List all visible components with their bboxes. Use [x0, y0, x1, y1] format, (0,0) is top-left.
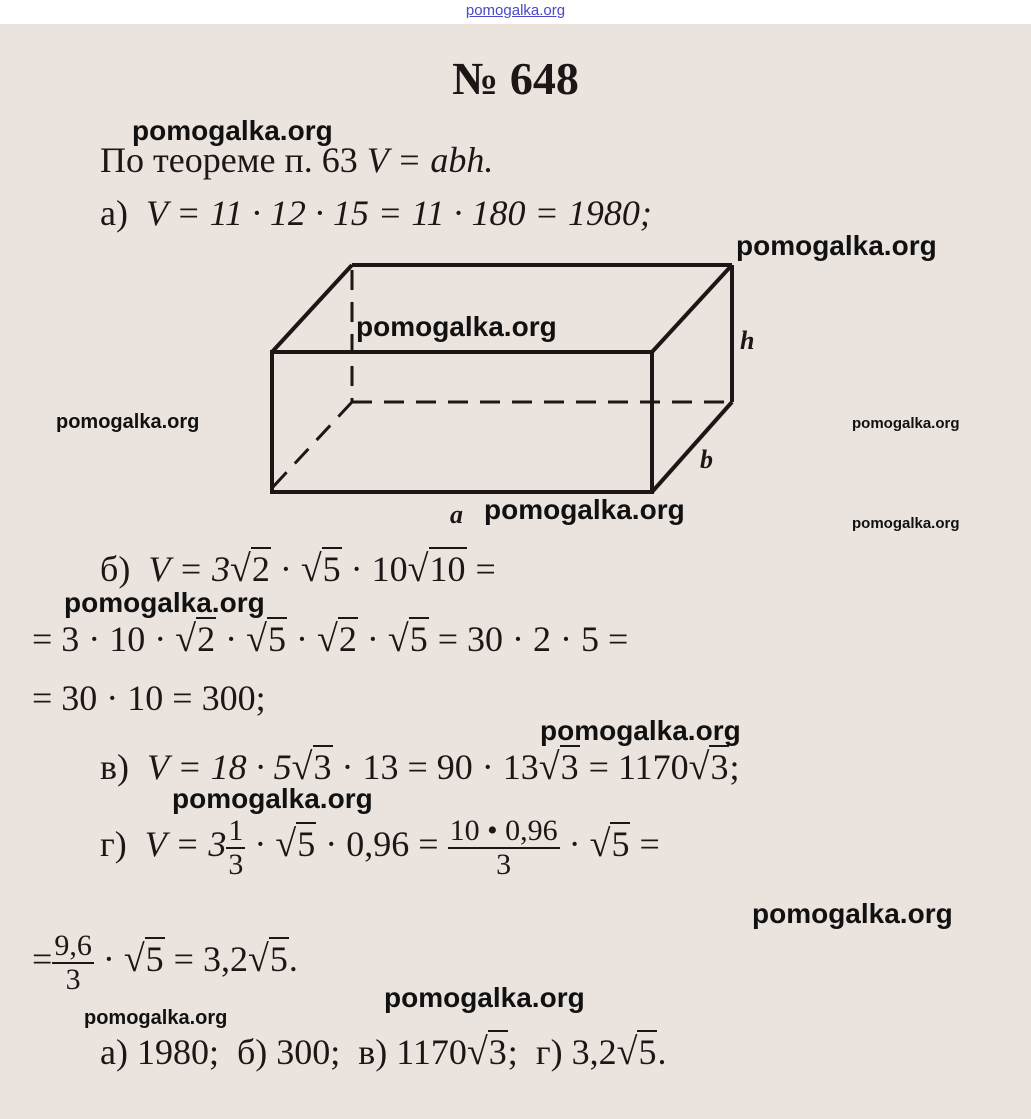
watermark: pomogalka.org: [356, 311, 557, 342]
mixed-fraction: $\frac{1}{3}$: [228, 814, 244, 881]
part-b-line-3: = 30 · 10 = 300;: [32, 678, 266, 718]
problem-title: № 648: [452, 53, 579, 104]
watermark: pomogalka.org: [736, 230, 937, 261]
watermark: pomogalka.org: [484, 494, 685, 525]
fraction: $\frac{9,6}{3}$: [54, 929, 92, 996]
part-g-line-2: = $\frac{9,6}{3}$ · √5 = 3,2√5.: [32, 929, 298, 996]
watermark: pomogalka.org: [132, 115, 333, 146]
part-g-line-1: г) V = 3 $\frac{1}{3}$ · √5 · 0,96 = $\frac{10 • 0,96}{3}$ · √5 =: [100, 814, 660, 881]
watermark: pomogalka.org: [384, 982, 585, 1013]
watermark: pomogalka.org: [64, 587, 265, 618]
label-a: a: [450, 500, 463, 529]
label-b: b: [700, 445, 713, 474]
watermark: pomogalka.org: [752, 898, 953, 929]
fraction: $\frac{10 • 0,96}{3}$: [449, 814, 558, 881]
watermark: pomogalka.org: [56, 411, 200, 433]
watermark: pomogalka.org: [84, 1007, 228, 1029]
watermark: pomogalka.org: [172, 783, 373, 814]
watermark: pomogalka.org: [852, 415, 960, 432]
part-b-line-2: = 3 · 10 · √2 · √5 · √2 · √5 = 30 · 2 · 5 =: [32, 618, 629, 660]
part-a-line: а) V = 11 · 12 · 15 = 11 · 180 = 1980;: [100, 193, 652, 233]
watermark: pomogalka.org: [852, 515, 960, 532]
label-h: h: [740, 326, 755, 355]
watermark: pomogalka.org: [540, 715, 741, 746]
answer-line: а) 1980; б) 300; в) 1170√3; г) 3,2√5.: [100, 1031, 667, 1073]
site-link[interactable]: pomogalka.org: [465, 2, 566, 19]
part-v-line: в) V = 18 · 5√3 · 13 = 90 · 13√3 = 1170√3;: [100, 746, 740, 788]
part-b-line-1: б) V = 3√2 · √5 · 10√10 =: [100, 548, 496, 590]
intro-line: По теореме п. 63 V = abh.: [100, 140, 494, 180]
